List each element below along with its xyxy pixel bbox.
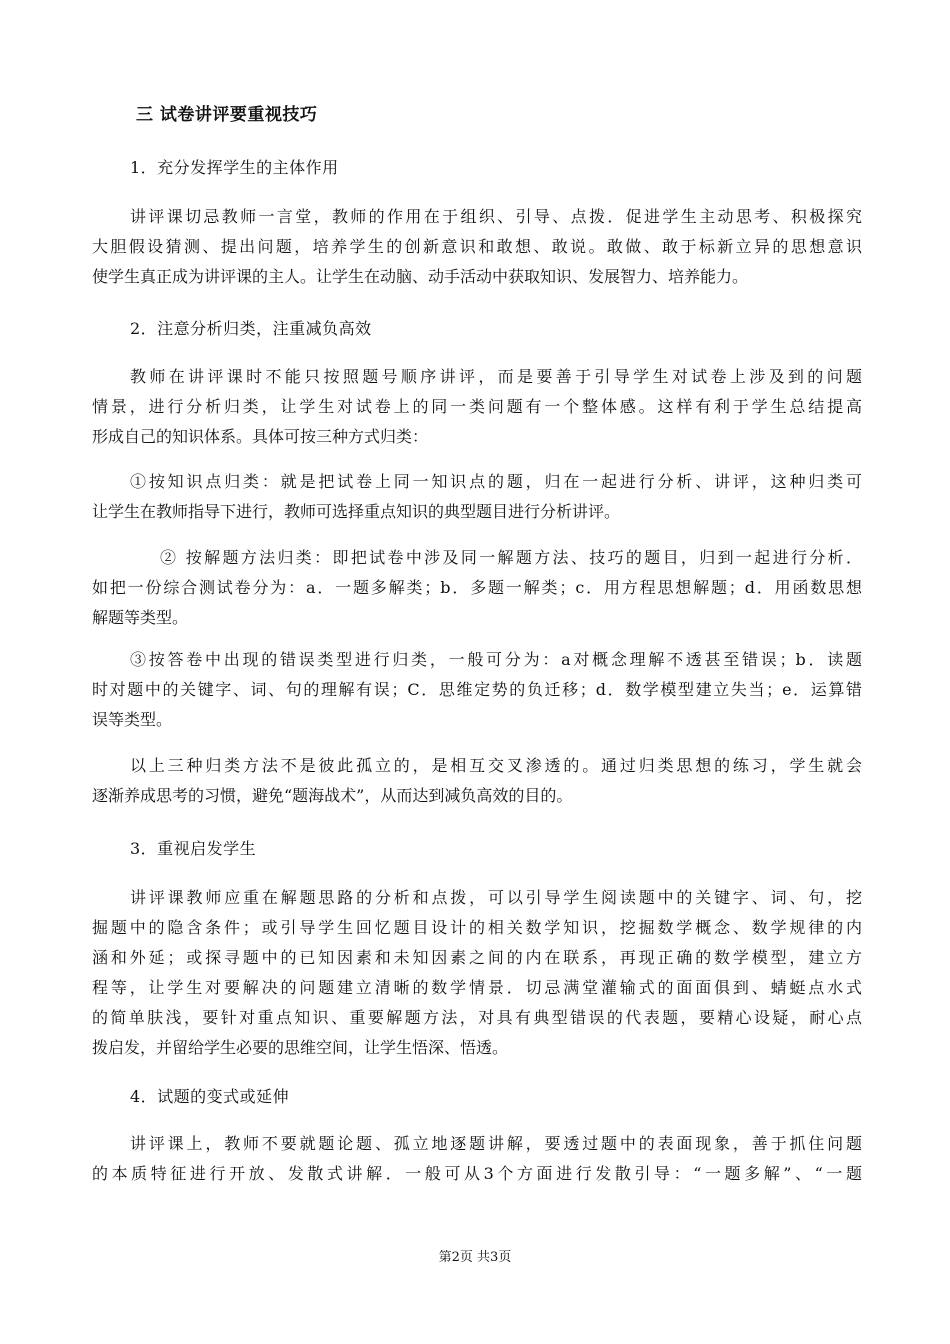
paragraph-8: [92, 1129, 862, 1189]
paragraph-line: 讲评课切忌教师一言堂，教师的作用在于组织、引导、点拨．促进学生主动思考、积极探究: [130, 207, 862, 226]
paragraph-line: 讲评课上，教师不要就题论题、孤立地逐题讲解，要透过题中的表面现象，善于抓住问题: [130, 1134, 862, 1153]
paragraph-6: [92, 751, 862, 811]
paragraph-line: 逐渐养成思考的习惯，避免“题海战术”，从而达到减负高效的目的。: [92, 786, 573, 805]
paragraph-4: [92, 543, 862, 633]
heading-4: 4．试题的变式或延伸: [130, 1087, 290, 1106]
paragraph-5: [92, 645, 862, 735]
paragraph-line: 教师在讲评课时不能只按照题号顺序讲评，而是要善于引导学生对试卷上涉及到的问题: [130, 367, 862, 386]
paragraph-line: ② 按解题方法归类：即把试卷中涉及同一解题方法、技巧的题目，归到一起进行分析．: [160, 548, 862, 567]
paragraph-line: 如把一份综合测试卷分为：a．一题多解类；b．多题一解类；c．用方程思想解题；d．用函数思想: [92, 578, 862, 597]
paragraph-line: 大胆假设猜测、提出问题，培养学生的创新意识和敢想、敢说。敢做、敢于标新立异的思想意识: [92, 237, 862, 256]
heading-3: 3．重视启发学生: [130, 839, 257, 858]
paragraph-line: 使学生真正成为讲评课的主人。让学生在动脑、动手活动中获取知识、发展智力、培养能力。: [92, 267, 749, 286]
paragraph-line: ①按知识点归类：就是把试卷上同一知识点的题，归在一起进行分析、讲评，这种归类可: [130, 472, 862, 491]
paragraph-line: 涵和外延；或探寻题中的已知因素和未知因素之间的内在联系，再现正确的数学模型，建立方: [92, 948, 862, 967]
paragraph-line: 的本质特征进行开放、发散式讲解．一般可从3个方面进行发散引导：“一题多解”、“一题: [92, 1164, 862, 1183]
paragraph-3: [92, 467, 862, 527]
paragraph-line: ③按答卷中出现的错误类型进行归类，一般可分为：a对概念理解不透甚至错误；b．读题: [130, 650, 862, 669]
paragraph-line: 时对题中的关键字、词、句的理解有误；C．思维定势的负迁移；d．数学模型建立失当；e．运算错: [92, 680, 862, 699]
paragraph-line: 解题等类型。: [92, 608, 189, 627]
paragraph-line: 程等，让学生对要解决的问题建立清晰的数学情景．切忌满堂灌输式的面面俱到、蜻蜓点水式: [92, 978, 862, 997]
section-title: 三 试卷讲评要重视技巧: [136, 105, 318, 125]
paragraph-2: [92, 362, 862, 452]
paragraph-line: 让学生在教师指导下进行，教师可选择重点知识的典型题目进行分析讲评。: [92, 502, 621, 521]
paragraph-line: 以上三种归类方法不是彼此孤立的，是相互交叉渗透的。通过归类思想的练习，学生就会: [130, 756, 862, 775]
paragraph-line: 情景，进行分析归类，让学生对试卷上的同一类问题有一个整体感。这样有利于学生总结提高: [92, 397, 862, 416]
paragraph-7: [92, 883, 862, 1063]
heading-2: 2．注意分析归类，注重减负高效: [130, 319, 372, 338]
paragraph-line: 掘题中的隐含条件；或引导学生回忆题目设计的相关数学知识，挖掘数学概念、数学规律的内: [92, 918, 862, 937]
paragraph-1: [92, 202, 862, 292]
heading-1: 1．充分发挥学生的主体作用: [130, 158, 339, 177]
paragraph-line: 形成自己的知识体系。具体可按三种方式归类：: [92, 427, 429, 446]
paragraph-line: 讲评课教师应重在解题思路的分析和点拨，可以引导学生阅读题中的关键字、词、句，挖: [130, 888, 862, 907]
paragraph-line: 拨启发，并留给学生必要的思维空间，让学生悟深、悟透。: [92, 1038, 509, 1057]
paragraph-line: 误等类型。: [92, 710, 173, 729]
page-footer: 第2页 共3页: [438, 1250, 512, 1265]
paragraph-line: 的简单肤浅，要针对重点知识、重要解题方法，对具有典型错误的代表题，要精心设疑，耐心点: [92, 1008, 862, 1027]
